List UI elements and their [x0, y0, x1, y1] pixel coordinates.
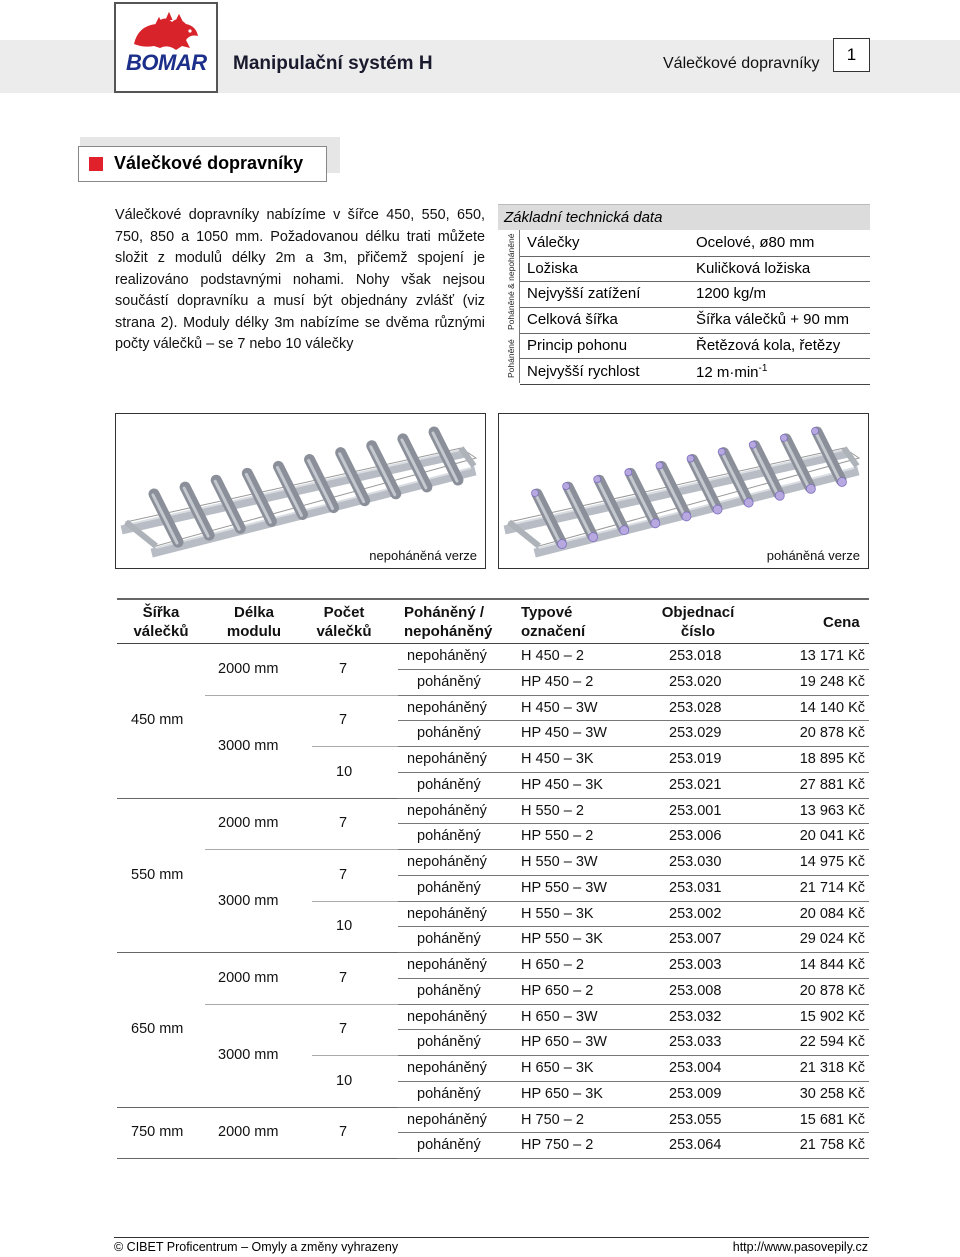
cell-type: HP 650 – 3K [521, 1085, 603, 1102]
group-rule [117, 798, 398, 799]
row-rule [398, 978, 869, 979]
cell-type: HP 750 – 2 [521, 1137, 594, 1154]
cell-type: H 450 – 2 [521, 648, 584, 664]
cell-drive: nepoháněný [407, 1060, 487, 1076]
image-powered [498, 413, 869, 569]
cell-code: 253.033 [669, 1034, 722, 1051]
cell-price: 14 844 Kč [799, 957, 865, 973]
table-header-rule [117, 643, 869, 644]
tech-row [520, 333, 870, 360]
cell-price: 20 041 Kč [799, 828, 865, 845]
caption-powered: poháněná verze [766, 548, 860, 563]
header-objednaci: Objednací číslo [661, 604, 735, 640]
cell-code: 253.004 [669, 1060, 722, 1076]
document-title: Manipulační systém H [233, 53, 433, 74]
cell-count: 10 [336, 918, 353, 935]
cell-drive: poháněný [417, 982, 481, 999]
cell-type: H 650 – 3K [521, 1060, 594, 1076]
cell-count: 7 [338, 815, 348, 832]
cell-drive: nepoháněný [407, 1008, 487, 1025]
cell-price: 18 895 Kč [799, 751, 865, 767]
cell-width: 450 mm [131, 712, 184, 729]
unpowered-conveyor-illustration [116, 414, 485, 568]
dinosaur-logo-icon [116, 4, 216, 91]
cell-drive: nepoháněný [407, 905, 487, 922]
cell-drive: poháněný [417, 879, 481, 896]
tech-side-label-top: Poháněné & nepoháněné [506, 233, 516, 330]
row-rule [398, 952, 869, 953]
cell-length: 3000 mm [218, 1047, 279, 1063]
header-pohaneny: Poháněný / nepoháněný [404, 604, 493, 640]
cell-type: HP 450 – 3W [521, 725, 607, 742]
cell-length: 3000 mm [218, 892, 279, 909]
count-rule [312, 746, 398, 747]
header-sirka: Šířka válečků [133, 604, 189, 640]
footer-rule [114, 1237, 869, 1238]
cell-code: 253.030 [669, 854, 722, 870]
tech-value: Kuličková ložiska [696, 259, 811, 277]
cell-type: H 750 – 2 [521, 1111, 584, 1128]
row-rule [398, 1029, 869, 1030]
row-rule [398, 1004, 869, 1005]
row-rule [398, 849, 869, 850]
row-rule [398, 823, 869, 824]
powered-conveyor-illustration [499, 414, 868, 568]
cell-type: HP 450 – 3K [521, 776, 603, 793]
cell-drive: nepoháněný [407, 751, 487, 767]
cell-type: HP 550 – 3W [521, 879, 607, 896]
cell-type: H 550 – 3K [521, 905, 594, 922]
cell-price: 29 024 Kč [799, 931, 865, 948]
cell-width: 650 mm [131, 1021, 184, 1038]
cell-code: 253.007 [669, 931, 722, 948]
cell-type: H 550 – 3W [521, 854, 598, 870]
cell-price: 15 902 Kč [799, 1008, 865, 1025]
tech-data-title: Základní technická data [498, 204, 870, 230]
module-rule [205, 1004, 398, 1005]
cell-price: 20 878 Kč [799, 725, 865, 742]
cell-count: 7 [338, 1021, 348, 1038]
image-unpowered [115, 413, 486, 569]
cell-drive: nepoháněný [407, 854, 487, 870]
cell-count: 7 [338, 866, 348, 883]
tech-side-label-bottom: Poháněné [506, 339, 516, 378]
cell-type: H 450 – 3W [521, 699, 598, 716]
cell-type: H 450 – 3K [521, 751, 594, 767]
cell-type: HP 550 – 3K [521, 931, 603, 948]
cell-drive: poháněný [417, 828, 481, 845]
header-pocet: Počet válečků [316, 604, 372, 640]
tech-key: Válečky [527, 234, 580, 251]
cell-length: 3000 mm [218, 738, 279, 754]
cell-code: 253.029 [669, 725, 722, 742]
cell-drive: poháněný [417, 931, 481, 948]
cell-drive: poháněný [417, 725, 481, 742]
cell-code: 253.021 [669, 776, 722, 793]
cell-length: 2000 mm [218, 1124, 279, 1141]
tech-value: Ocelové, ø80 mm [696, 234, 815, 251]
cell-drive: nepoháněný [407, 957, 487, 973]
cell-length: 2000 mm [218, 969, 279, 986]
row-rule [398, 875, 869, 876]
cell-code: 253.006 [669, 828, 722, 845]
cell-type: H 650 – 2 [521, 957, 584, 973]
cell-price: 21 318 Kč [799, 1060, 865, 1076]
page-number: 1 [833, 38, 870, 72]
cell-count: 7 [338, 660, 348, 677]
cell-drive: nepoháněný [407, 648, 487, 664]
intro-paragraph: Válečkové dopravníky nabízíme v šířce 450, 550, 650, 750, 850 a 1050 mm. Požadovanou délku trati můžete složit z modulů délky 2m a 3m, přičemž spojení je realizováno podstavnými nohami. Nohy však nejsou součástí dopravníku a musí být objednány zvlášť (viz strana 2). Moduly délky 3m nabízíme se dvěma různými počty válečků – se 7 nebo 10 válečky [115, 207, 485, 352]
cell-code: 253.003 [669, 957, 722, 973]
row-rule [398, 1081, 869, 1082]
cell-code: 253.031 [669, 879, 722, 896]
row-rule [398, 695, 869, 696]
cell-price: 20 878 Kč [799, 982, 865, 999]
cell-price: 21 714 Kč [799, 879, 865, 896]
cell-count: 10 [336, 763, 353, 780]
red-square-icon [89, 157, 103, 171]
cell-drive: nepoháněný [407, 802, 487, 819]
tech-row [520, 281, 870, 308]
cell-width: 750 mm [131, 1124, 184, 1141]
footer-link[interactable]: http://www.pasovepily.cz [732, 1240, 868, 1254]
cell-code: 253.008 [669, 982, 722, 999]
module-rule [205, 849, 398, 850]
cell-drive: poháněný [417, 776, 481, 793]
cell-type: HP 450 – 2 [521, 673, 594, 690]
cell-price: 14 140 Kč [799, 699, 865, 716]
tech-value: Šířka válečků + 90 mm [696, 311, 849, 329]
row-rule [398, 772, 869, 773]
cell-price: 21 758 Kč [799, 1137, 865, 1154]
cell-code: 253.018 [669, 648, 722, 664]
tech-key: Celková šířka [527, 311, 618, 329]
tech-key: Nejvyšší rychlost [527, 362, 640, 380]
cell-type: H 650 – 3W [521, 1008, 598, 1025]
row-rule [398, 926, 869, 927]
cell-width: 550 mm [131, 866, 184, 883]
cell-type: HP 650 – 2 [521, 982, 594, 999]
tech-key: Princip pohonu [527, 336, 628, 354]
header-cena: Cena [823, 614, 860, 631]
row-rule [398, 720, 869, 721]
cell-code: 253.020 [669, 673, 722, 690]
tech-value: 1200 kg/m [696, 285, 767, 303]
count-rule [312, 1055, 398, 1056]
cell-price: 20 084 Kč [799, 905, 865, 922]
tech-key: Nejvyšší zatížení [527, 285, 641, 303]
cell-drive: poháněný [417, 1085, 481, 1102]
header-section-name: Válečkové dopravníky [663, 55, 820, 72]
cell-price: 14 975 Kč [799, 854, 865, 870]
row-rule [398, 798, 869, 799]
cell-type: H 550 – 2 [521, 802, 584, 819]
cell-code: 253.032 [669, 1008, 722, 1025]
tech-row [520, 256, 870, 283]
caption-unpowered: nepoháněná verze [369, 548, 477, 563]
cell-price: 13 963 Kč [799, 802, 865, 819]
section-heading: Válečkové dopravníky [114, 153, 304, 173]
cell-code: 253.002 [669, 905, 722, 922]
header-delka: Délka modulu [226, 604, 282, 640]
tech-row [520, 230, 870, 257]
cell-price: 15 681 Kč [799, 1111, 865, 1128]
cell-code: 253.064 [669, 1137, 722, 1154]
cell-type: HP 650 – 3W [521, 1034, 607, 1051]
cell-count: 7 [338, 1124, 348, 1141]
cell-price: 19 248 Kč [799, 673, 865, 690]
cell-price: 30 258 Kč [799, 1085, 865, 1102]
row-rule [398, 1132, 869, 1133]
cell-price: 13 171 Kč [799, 648, 865, 664]
cell-drive: nepoháněný [407, 1111, 487, 1128]
cell-price: 22 594 Kč [799, 1034, 865, 1051]
cell-drive: poháněný [417, 1034, 481, 1051]
cell-price: 27 881 Kč [799, 776, 865, 793]
cell-code: 253.028 [669, 699, 722, 716]
cell-code: 253.055 [669, 1111, 722, 1128]
module-rule [205, 695, 398, 696]
cell-count: 7 [338, 712, 348, 729]
tech-value: 12 $m\cdot\min^{-1}$ [696, 362, 768, 381]
cell-type: HP 550 – 2 [521, 828, 594, 845]
cell-code: 253.001 [669, 802, 722, 819]
footer-copyright: © CIBET Proficentrum – Omyly a změny vyhrazeny [114, 1240, 399, 1254]
group-rule [117, 1158, 398, 1159]
count-rule [312, 901, 398, 902]
row-rule [398, 1055, 869, 1056]
table-top-rule [117, 598, 869, 600]
row-rule [398, 1107, 869, 1108]
cell-length: 2000 mm [218, 815, 279, 832]
tech-value: Řetězová kola, řetězy [696, 336, 841, 354]
tech-row [520, 359, 870, 386]
cell-count: 7 [338, 969, 348, 986]
cell-drive: poháněný [417, 1137, 481, 1154]
cell-code: 253.019 [669, 751, 722, 767]
tech-key: Ložiska [527, 259, 578, 277]
logo [114, 2, 218, 93]
cell-drive: nepoháněný [407, 699, 487, 716]
row-rule [398, 1158, 869, 1159]
logo-text: BOMAR [126, 50, 207, 75]
cell-drive: poháněný [417, 673, 481, 690]
group-rule [117, 1107, 398, 1108]
row-rule [398, 901, 869, 902]
cell-count: 10 [336, 1072, 353, 1089]
row-rule [398, 746, 869, 747]
header-typ: Typové označení [521, 604, 586, 640]
cell-code: 253.009 [669, 1085, 722, 1102]
cell-length: 2000 mm [218, 660, 279, 677]
row-rule [398, 669, 869, 670]
tech-row [520, 307, 870, 334]
group-rule [117, 952, 398, 953]
